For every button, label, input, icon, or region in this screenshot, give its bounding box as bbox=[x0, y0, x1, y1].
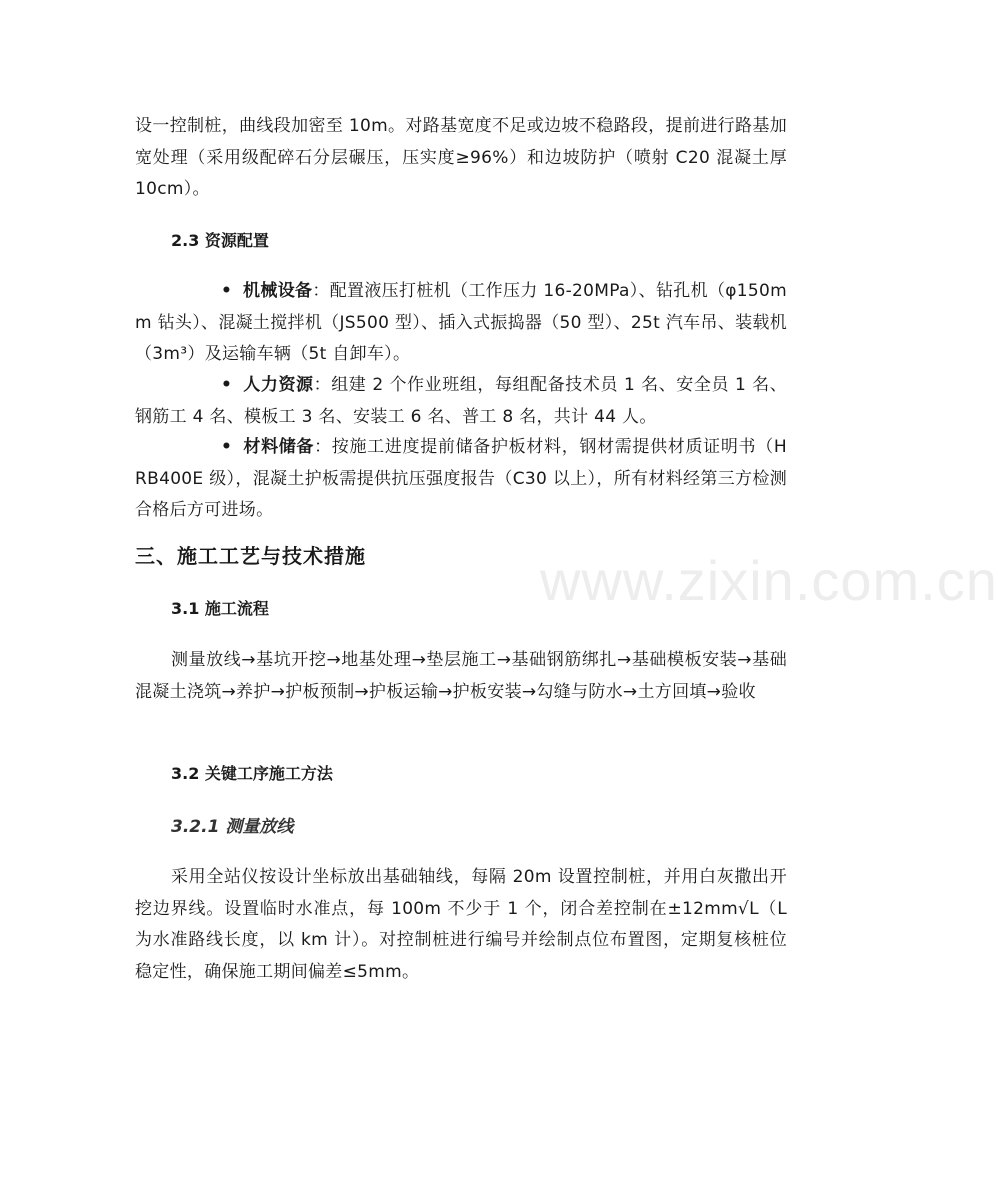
bullet-dot: • bbox=[221, 437, 233, 457]
bullet-item-manpower bbox=[135, 370, 787, 433]
intro-paragraph: 设一控制桩，曲线段加密至 10m。对路基宽度不足或边坡不稳路段，提前进行路基加宽处理（采用级配碎石分层碾压，压实度≥96%）和边坡防护（喷射 C20 混凝土厚 10cm）。 bbox=[135, 116, 787, 199]
bullet-label: 机械设备 bbox=[243, 281, 313, 301]
bullet-text: ：按施工进度提前储备护板材料，钢材需提供材质证明书（HRB400E 级），混凝土护板需提供抗压强度报告（C30 以上），所有材料经第三方检测合格后方可进场。 bbox=[135, 437, 787, 520]
survey-paragraph: 采用全站仪按设计坐标放出基础轴线，每隔 20m 设置控制桩，并用白灰撒出开挖边界线。设置临时水准点，每 100m 不少于 1 个，闭合差控制在±12mm√L（L 为水准路线长度，以 km 计）。对控制桩进行编号并绘制点位布置图，定期复核桩位稳定性，确保施工期间偏差≤5mm。 bbox=[135, 867, 787, 982]
section-heading-2-3: 2.3 资源配置 bbox=[171, 231, 269, 250]
bullet-item-materials bbox=[135, 432, 787, 527]
section-heading-3-2: 3.2 关键工序施工方法 bbox=[171, 764, 333, 783]
section-heading-3-1: 3.1 施工流程 bbox=[171, 599, 269, 618]
bullet-label: 人力资源 bbox=[243, 375, 314, 395]
watermark-text: www.zixin.com.cn bbox=[540, 549, 998, 612]
bullet-dot: • bbox=[221, 281, 233, 301]
subsection-heading-3-2-1: 3.2.1 测量放线 bbox=[171, 817, 294, 837]
bullet-item-machinery bbox=[135, 276, 787, 371]
chapter-heading-3: 三、施工工艺与技术措施 bbox=[135, 544, 366, 568]
bullet-label: 材料储备 bbox=[243, 437, 315, 457]
bullet-dot: • bbox=[221, 375, 233, 395]
process-flow-paragraph: 测量放线→基坑开挖→地基处理→垫层施工→基础钢筋绑扎→基础模板安装→基础混凝土浇筑→养护→护板预制→护板运输→护板安装→勾缝与防水→土方回填→验收 bbox=[135, 650, 787, 702]
bullet-text: ：配置液压打桩机（工作压力 16-20MPa）、钻孔机（φ150mm 钻头）、混凝土搅拌机（JS500 型）、插入式振捣器（50 型）、25t 汽车吊、装载机（3m³）及运输车辆（5t 自卸车）。 bbox=[135, 281, 787, 364]
bullet-text: ：组建 2 个作业班组，每组配备技术员 1 名、安全员 1 名、钢筋工 4 名、模板工 3 名、安装工 6 名、普工 8 名，共计 44 人。 bbox=[135, 375, 787, 427]
